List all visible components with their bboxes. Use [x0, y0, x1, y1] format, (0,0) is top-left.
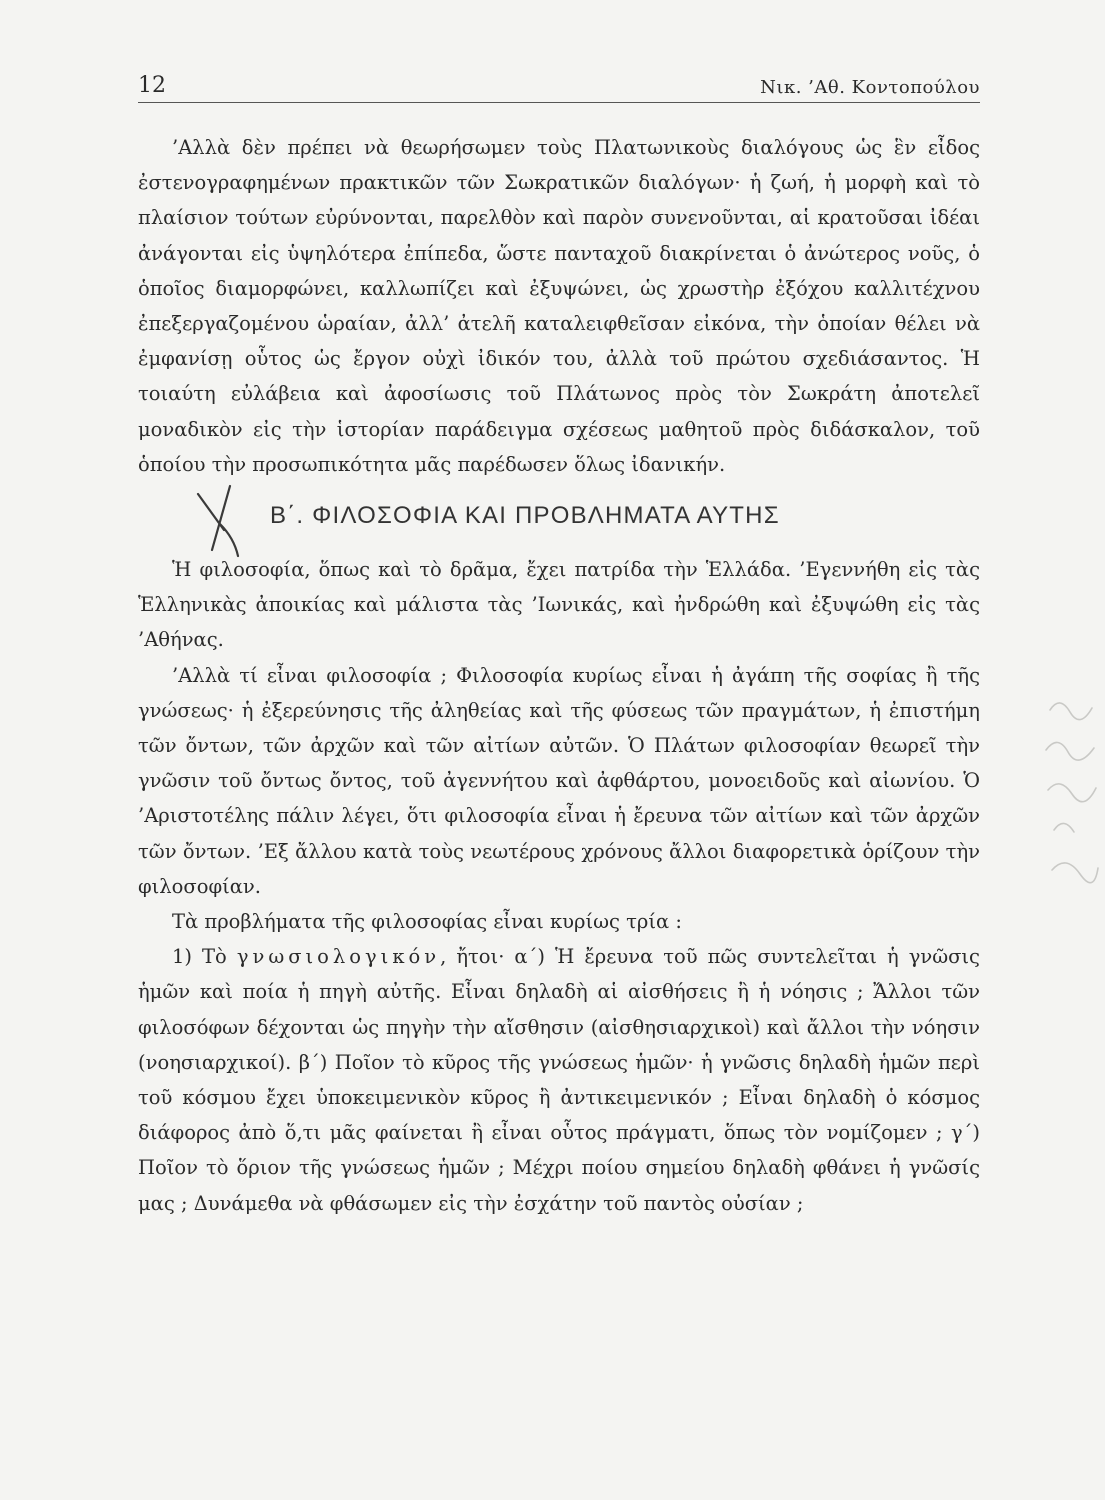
- paragraph-4: Τὰ προβλήματα τῆς φιλοσοφίας εἶναι κυρίως τρία :: [172, 910, 682, 934]
- body-text: [138, 130, 980, 1221]
- paragraph-1: ’Αλλὰ δὲν πρέπει νὰ θεωρήσωμεν τοὺς Πλατωνικοὺς διαλόγους ὡς ἓν εἶδος ἐστενογραφημένων πρακτικῶν τῶν Σωκρατικῶν διαλόγων· ἡ ζωή, ἡ μορφὴ καὶ τὸ πλαίσιον τούτων εὐρύνονται, παρελθὸν καὶ παρὸν συνενοῦνται, αἱ κρατοῦσαι ἰδέαι ἀνάγονται εἰς ὑψηλότερα ἐπίπεδα, ὥστε πανταχοῦ διακρίνεται ὁ ἀνώτερος νοῦς, ὁ ὁποῖος διαμορφώνει, καλλωπίζει καὶ ἐξυψώνει, ὡς χρωστὴρ ἐξόχου καλλιτέχνου ἐπεξεργαζομένου ὡραίαν, ἀλλ’ ἀτελῆ καταλειφθεῖσαν εἰκόνα, τὴν ὁποίαν θέλει νὰ ἐμφανίσῃ οὗτος ὡς ἔργον οὐχὶ ἰδικόν του, ἀλλὰ τοῦ πρώτου σχεδιάσαντος. Ἡ τοιαύτη εὐλάβεια καὶ ἀφοσίωσις τοῦ Πλάτωνος πρὸς τὸν Σωκράτη ἀποτελεῖ μοναδικὸν εἰς τὴν ἱστορίαν παράδειγμα σχέσεως μαθητοῦ πρὸς διδάσκαλον, τοῦ ὁποίου τὴν προσωπικότητα μᾶς παρέδωσεν ὅλως ἰδανικήν.: [138, 136, 980, 476]
- section-heading: [138, 492, 980, 544]
- paragraph-2: Ἡ φιλοσοφία, ὅπως καὶ τὸ δρᾶμα, ἔχει πατρίδα τὴν Ἑλλάδα. ’Εγεννήθη εἰς τὰς Ἑλληνικὰς ἀποικίας καὶ μάλιστα τὰς ’Ιωνικάς, καὶ ἠνδρώθη καὶ ἐξυψώθη εἰς τὰς ’Αθήνας.: [138, 558, 980, 652]
- running-head: Νικ. ’Αθ. Κοντοπούλου: [760, 77, 980, 98]
- page-number: 12: [138, 73, 166, 98]
- paragraph-5-prefix: 1) Τὸ: [172, 945, 237, 969]
- paragraph-5: [138, 939, 980, 1221]
- handwritten-mark-icon: [190, 480, 260, 560]
- page-header: [138, 72, 980, 103]
- spaced-term: γνωσιολογικόν: [236, 945, 441, 969]
- section-title: Β΄. ΦΙΛΟΣΟΦΙΑ ΚΑΙ ΠΡΟΒΛΗΜΑΤΑ ΑΥΤΗΣ: [270, 502, 780, 530]
- paragraph-3: ’Αλλὰ τί εἶναι φιλοσοφία ; Φιλοσοφία κυρίως εἶναι ἡ ἀγάπη τῆς σοφίας ἢ τῆς γνώσεως· ἡ ἐξερεύνησις τῆς ἀληθείας καὶ τῆς φύσεως τῶν πραγμάτων, ἡ ἐπιστήμη τῶν ὄντων, τῶν ἀρχῶν καὶ τῶν αἰτίων αὐτῶν. Ὁ Πλάτων φιλοσοφίαν θεωρεῖ τὴν γνῶσιν τοῦ ὄντως ὄντος, τοῦ ἀγεννήτου καὶ ἀφθάρτου, μονοειδοῦς καὶ αἰωνίου. Ὁ ’Αριστοτέλης πάλιν λέγει, ὅτι φιλοσοφία εἶναι ἡ ἔρευνα τῶν αἰτίων καὶ τῶν ἀρχῶν τῶν ὄντων. ’Εξ ἄλλου κατὰ τοὺς νεωτέρους χρόνους ἄλλοι διαφορετικὰ ὁρίζουν τὴν φιλοσοφίαν.: [138, 663, 980, 898]
- paragraph-5-rest: , ἤτοι· α΄) Ἡ ἔρευνα τοῦ πῶς συντελεῖται ἡ γνῶσις ἡμῶν καὶ ποία ἡ πηγὴ αὐτῆς. Εἶναι δηλαδὴ αἱ αἰσθήσεις ἢ ἡ νόησις ; Ἄλλοι τῶν φιλοσόφων δέχονται ὡς πηγὴν τὴν αἴσθησιν (αἰσθησιαρχικοὶ) καὶ ἄλλοι τὴν νόησιν (νοησιαρχικοί). β΄) Ποῖον τὸ κῦρος τῆς γνώσεως ἡμῶν· ἡ γνῶσις δηλαδὴ ἡμῶν περὶ τοῦ κόσμου ἔχει ὑποκειμενικὸν κῦρος ἢ ἀντικειμενικόν ; Εἶναι δηλαδὴ ὁ κόσμος διάφορος ἀπὸ ὅ,τι μᾶς φαίνεται ἢ εἶναι οὗτος πράγματι, ὅπως τὸν νομίζομεν ; γ΄) Ποῖον τὸ ὅριον τῆς γνώσεως ἡμῶν ; Μέχρι ποίου σημείου δηλαδὴ φθάνει ἡ γνῶσίς μας ; Δυνάμεθα νὰ φθάσωμεν εἰς τὴν ἐσχάτην τοῦ παντὸς οὐσίαν ;: [138, 945, 980, 1215]
- margin-handwriting-icon: [1040, 690, 1100, 920]
